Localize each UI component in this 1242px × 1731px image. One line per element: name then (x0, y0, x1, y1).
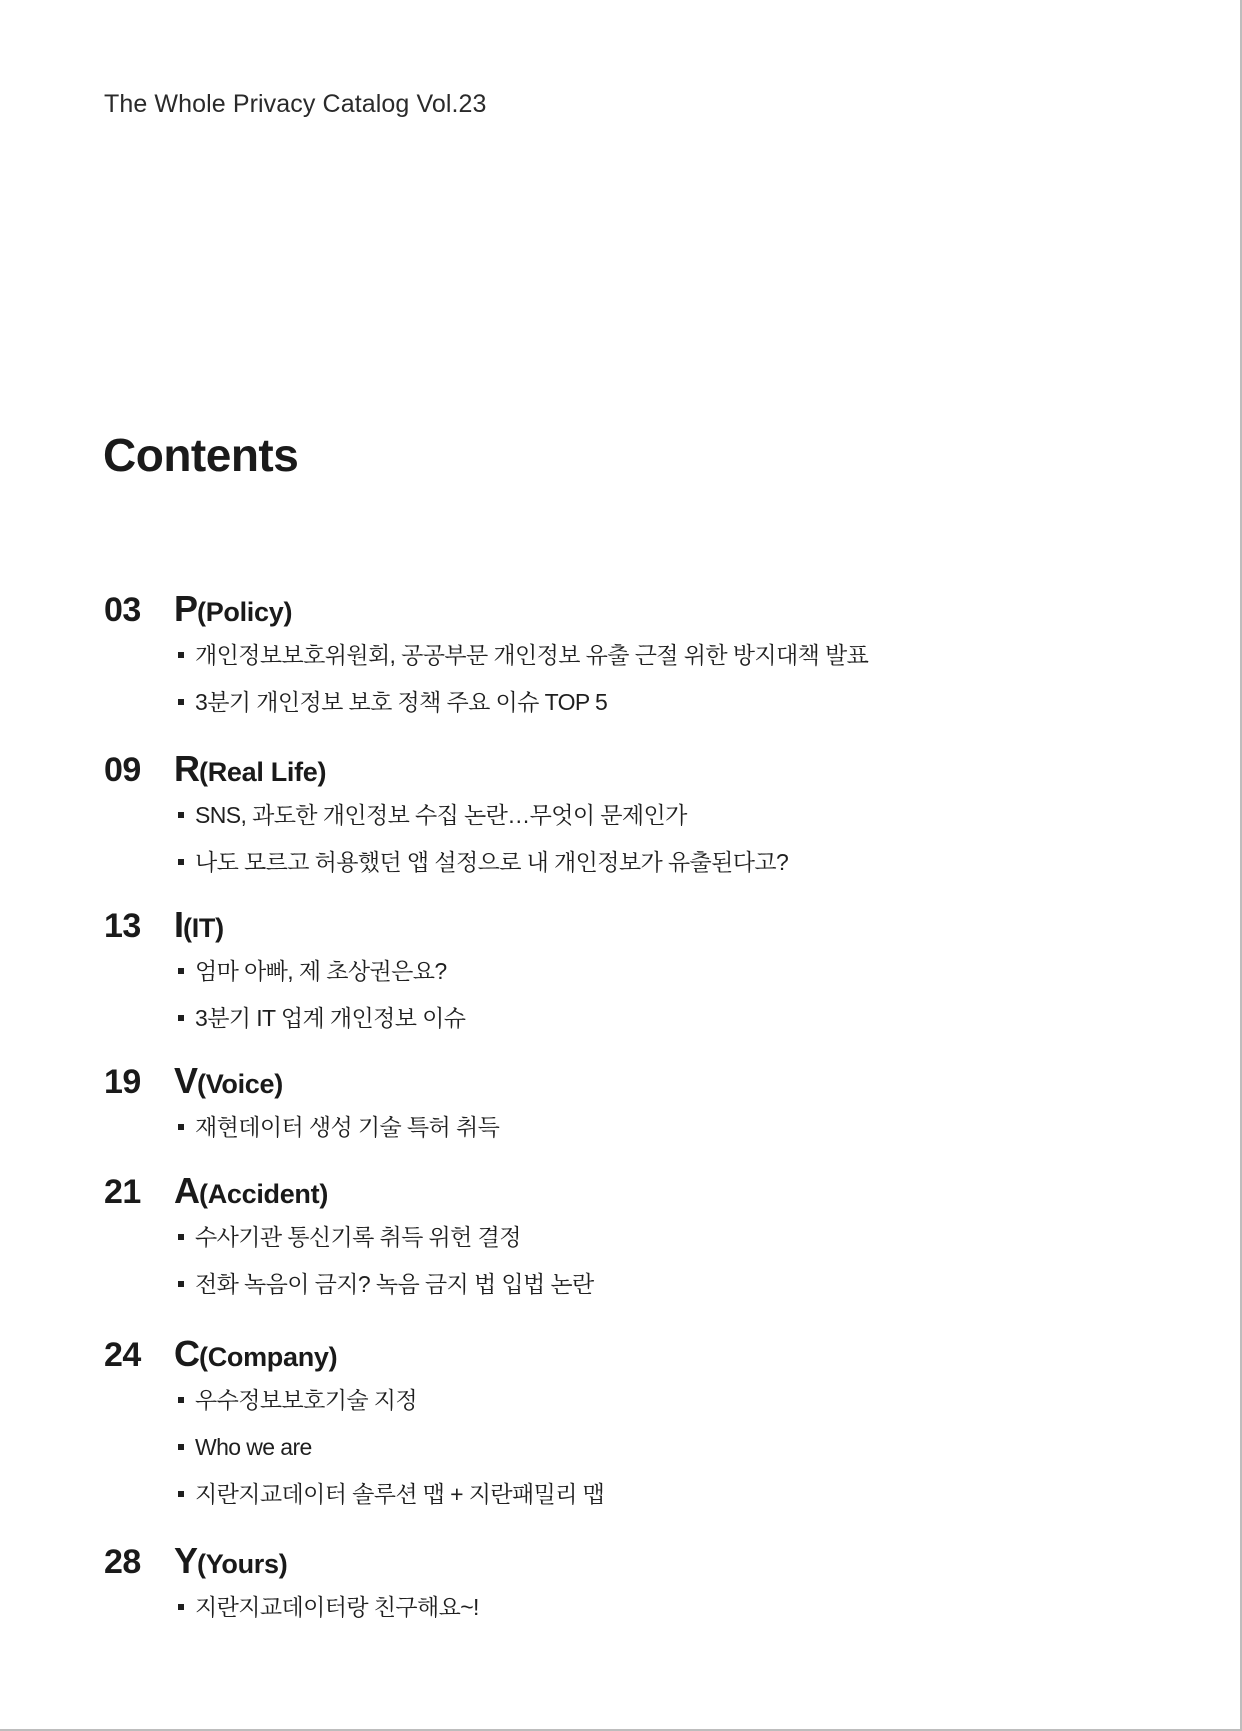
square-bullet-icon (178, 859, 184, 865)
square-bullet-icon (178, 1604, 184, 1610)
section-letter: P (174, 588, 198, 629)
toc-item-list (104, 1584, 479, 1631)
toc-section (104, 1540, 479, 1631)
toc-item-label: 전화 녹음이 금지? 녹음 금지 법 입법 논란 (195, 1271, 594, 1297)
toc-item[interactable] (174, 1471, 604, 1518)
square-bullet-icon (178, 968, 184, 974)
page-number: 28 (104, 1543, 141, 1581)
toc-section (104, 748, 788, 886)
toc-item[interactable] (174, 1104, 499, 1151)
toc-item-label: 재현데이터 생성 기술 특허 취득 (195, 1114, 500, 1140)
toc-item-label: 3분기 IT 업계 개인정보 이슈 (195, 1005, 466, 1031)
toc-section-heading[interactable] (104, 1060, 499, 1104)
toc-section-heading[interactable] (104, 1540, 479, 1584)
section-letter: I (174, 904, 184, 945)
section-name: (Voice) (197, 1069, 283, 1099)
toc-item-list (104, 1214, 594, 1308)
toc-item[interactable] (174, 1261, 594, 1308)
toc-item[interactable] (174, 1214, 594, 1261)
toc-item-list (104, 792, 788, 886)
toc-item-list (104, 948, 465, 1042)
toc-item[interactable] (174, 839, 788, 886)
page-number: 03 (104, 591, 141, 629)
toc-item[interactable] (174, 948, 465, 995)
square-bullet-icon (178, 652, 184, 658)
section-letter: C (174, 1333, 199, 1374)
section-name: (Company) (199, 1342, 338, 1372)
page-number: 21 (104, 1173, 141, 1211)
toc-section (104, 1333, 604, 1518)
square-bullet-icon (178, 1444, 184, 1450)
toc-item-label: 수사기관 통신기록 취득 위헌 결정 (195, 1224, 521, 1250)
toc-item-label: 개인정보보호위원회, 공공부문 개인정보 유출 근절 위한 방지대책 발표 (195, 642, 869, 668)
page-number: 24 (104, 1336, 141, 1374)
square-bullet-icon (178, 1234, 184, 1240)
toc-item[interactable] (174, 1584, 479, 1631)
toc-item[interactable] (174, 632, 868, 679)
section-letter: Y (174, 1540, 198, 1581)
section-name: (IT) (183, 913, 224, 943)
section-letter: A (174, 1170, 199, 1211)
toc-item-label: 엄마 아빠, 제 초상권은요? (195, 958, 447, 984)
catalog-header: The Whole Privacy Catalog Vol.23 (104, 90, 487, 118)
toc-item-label: 나도 모르고 허용했던 앱 설정으로 내 개인정보가 유출된다고? (195, 849, 789, 875)
section-name: (Accident) (199, 1179, 329, 1209)
section-name: (Yours) (197, 1549, 288, 1579)
square-bullet-icon (178, 1397, 184, 1403)
toc-item[interactable] (174, 995, 465, 1042)
square-bullet-icon (178, 1015, 184, 1021)
section-name: (Real Life) (199, 757, 327, 787)
toc-section-heading[interactable] (104, 588, 868, 632)
section-letter: R (174, 748, 199, 789)
toc-item-list (104, 1104, 499, 1151)
square-bullet-icon (178, 812, 184, 818)
toc-section-heading[interactable] (104, 748, 788, 792)
toc-section (104, 904, 465, 1042)
page-number: 19 (104, 1063, 141, 1101)
section-name: (Policy) (197, 597, 293, 627)
section-letter: V (174, 1060, 198, 1101)
toc-item[interactable] (174, 1377, 604, 1424)
toc-item-list (104, 1377, 604, 1518)
page-number: 13 (104, 907, 141, 945)
toc-section (104, 1060, 499, 1151)
toc-section-heading[interactable] (104, 904, 465, 948)
square-bullet-icon (178, 1491, 184, 1497)
toc-section (104, 1170, 594, 1308)
toc-item[interactable] (174, 792, 788, 839)
square-bullet-icon (178, 699, 184, 705)
toc-item-label: 지란지교데이터 솔루션 맵 + 지란패밀리 맵 (195, 1481, 605, 1507)
toc-item[interactable] (174, 1424, 604, 1471)
page-title: Contents (103, 429, 299, 481)
toc-item[interactable] (174, 679, 868, 726)
toc-item-label: Who we are (195, 1434, 312, 1460)
toc-item-label: 지란지교데이터랑 친구해요~! (195, 1594, 479, 1620)
toc-section-heading[interactable] (104, 1170, 594, 1214)
page-number: 09 (104, 751, 141, 789)
toc-item-label: 3분기 개인정보 보호 정책 주요 이슈 TOP 5 (195, 689, 608, 715)
square-bullet-icon (178, 1124, 184, 1130)
toc-section (104, 588, 868, 726)
toc-section-heading[interactable] (104, 1333, 604, 1377)
toc-item-list (104, 632, 868, 726)
toc-item-label: SNS, 과도한 개인정보 수집 논란…무엇이 문제인가 (195, 802, 687, 828)
square-bullet-icon (178, 1281, 184, 1287)
toc-item-label: 우수정보보호기술 지정 (195, 1387, 417, 1413)
